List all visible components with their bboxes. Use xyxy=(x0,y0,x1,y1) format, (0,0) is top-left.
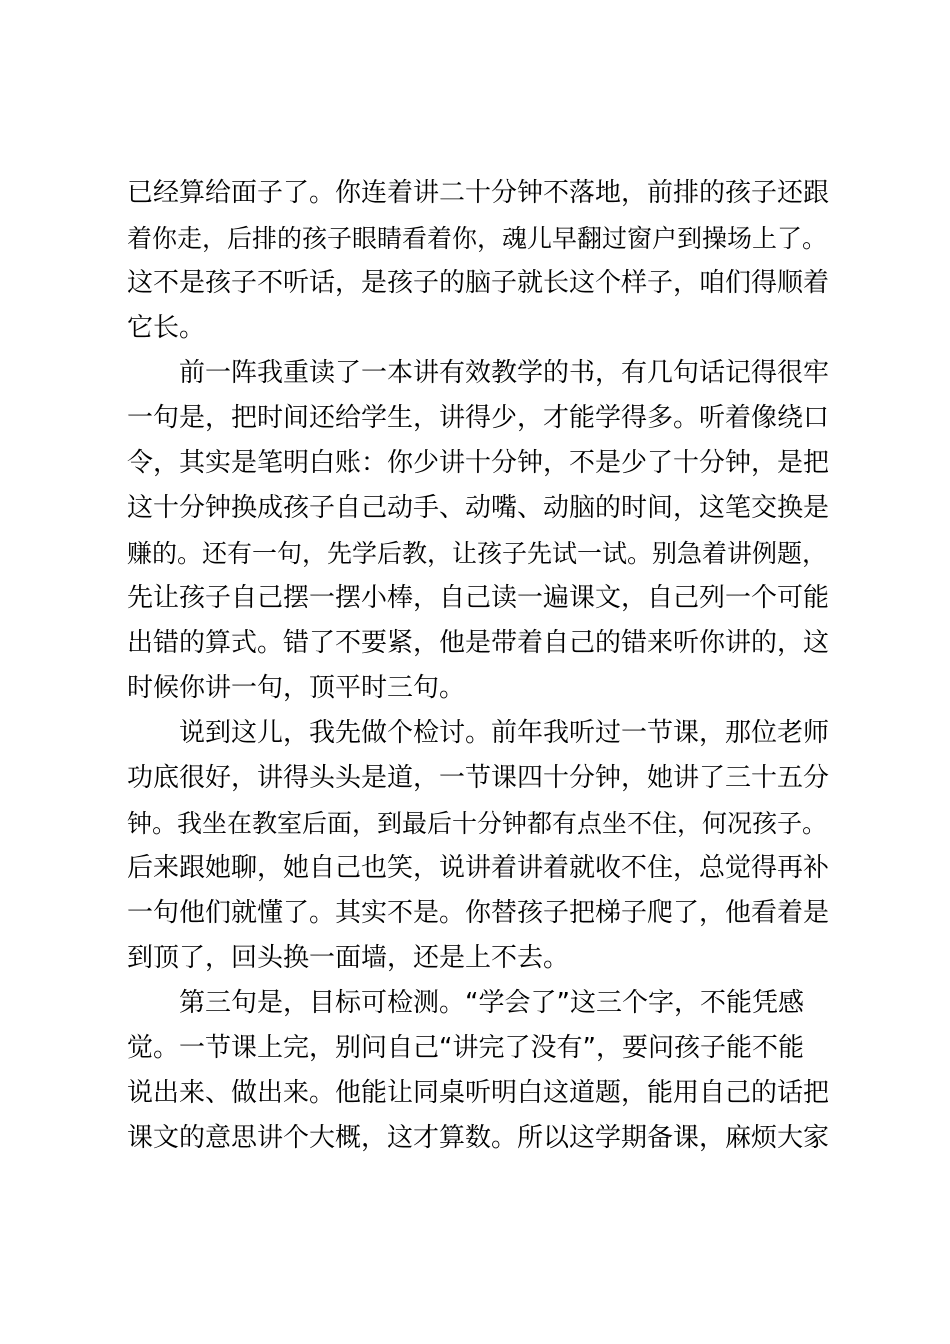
text-line: 钟。我坐在教室后面，到最后十分钟都有点坐不住，何况孩子。 xyxy=(127,809,828,838)
text-line: 这不是孩子不听话，是孩子的脑子就长这个样子，咱们得顺着 xyxy=(127,268,830,298)
text-line: 课文的意思讲个大概，这才算数。所以这学期备课，麻烦大家 xyxy=(127,1123,830,1153)
text-line: 出错的算式。错了不要紧，他是带着自己的错来听你讲的，这 xyxy=(127,628,830,658)
text-line: 一句是，把时间还给学生，讲得少，才能学得多。听着像绕口 xyxy=(127,403,830,433)
text-line: 这十分钟换成孩子自己动手、动嘴、动脑的时间，这笔交换是 xyxy=(127,493,830,523)
text-line: 它长。 xyxy=(127,313,206,343)
text-line: 已经算给面子了。你连着讲二十分钟不落地，前排的孩子还跟 xyxy=(127,178,830,208)
text-line: 后来跟她聊，她自己也笑，说讲着讲着就收不住，总觉得再补 xyxy=(127,853,830,883)
document-body xyxy=(127,171,839,1161)
text-line: 功底很好，讲得头头是道，一节课四十分钟，她讲了三十五分 xyxy=(127,763,830,793)
text-line: 时候你讲一句，顶平时三句。 xyxy=(127,673,466,703)
text-line: 到顶了，回头换一面墙，还是上不去。 xyxy=(127,943,570,973)
text-line: 一句他们就懂了。其实不是。你替孩子把梯子爬了，他看着是 xyxy=(127,898,830,928)
text-line: 令，其实是笔明白账：你少讲十分钟，不是少了十分钟，是把 xyxy=(127,448,830,478)
text-line: 觉。一节课上完，别问自己“讲完了没有”，要问孩子能不能 xyxy=(127,1033,804,1063)
text-line: 第三句是，目标可检测。“学会了”这三个字，不能凭感 xyxy=(179,988,804,1018)
text-line: 赚的。还有一句，先学后教，让孩子先试一试。别急着讲例题， xyxy=(127,539,828,568)
text-line: 着你走，后排的孩子眼睛看着你，魂儿早翻过窗户到操场上了。 xyxy=(127,224,828,253)
text-line: 说到这儿，我先做个检讨。前年我听过一节课，那位老师 xyxy=(179,718,830,748)
text-line: 前一阵我重读了一本讲有效教学的书，有几句话记得很牢 xyxy=(179,358,830,388)
text-line: 说出来、做出来。他能让同桌听明白这道题，能用自己的话把 xyxy=(127,1078,830,1108)
text-line: 先让孩子自己摆一摆小棒，自己读一遍课文，自己列一个可能 xyxy=(127,583,830,613)
